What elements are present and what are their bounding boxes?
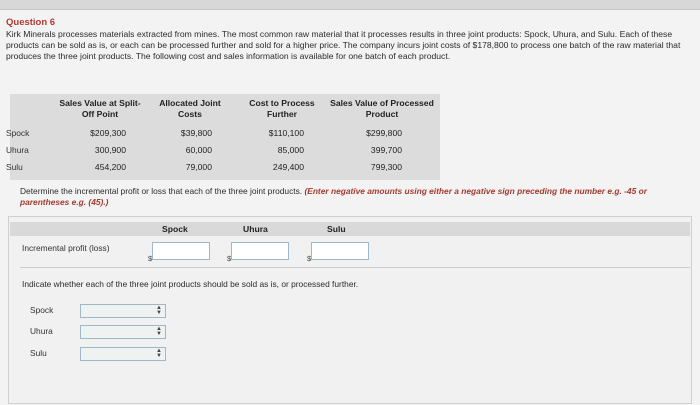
answer-col-sulu: Sulu [327, 224, 346, 234]
select-label-spock: Spock [30, 305, 54, 315]
cell-uhura-processed: 399,700 [370, 145, 402, 155]
row-label-uhura: Uhura [6, 145, 29, 155]
cell-uhura-joint: 60,000 [185, 145, 212, 155]
incremental-sulu-input[interactable] [311, 242, 369, 260]
cell-uhura-split-off: 300,900 [94, 145, 126, 155]
chevron-updown-icon: ▲ ▼ [156, 326, 162, 337]
header-processed-value: Sales Value of Processed Product [330, 98, 434, 119]
header-cost-further: Cost to Process Further [249, 98, 315, 119]
cell-sulu-processed: 799,300 [370, 162, 402, 172]
header-joint-costs: Allocated Joint Costs [159, 98, 221, 119]
cell-uhura-further: 85,000 [277, 145, 304, 155]
answer-divider [20, 267, 690, 268]
instructions [20, 186, 696, 208]
incremental-profit-label: Incremental profit (loss) [22, 243, 110, 253]
incremental-uhura-input[interactable] [231, 242, 289, 260]
cell-sulu-further: 249,400 [272, 162, 304, 172]
instructions-emphasis: (Enter negative amounts using either a negative sign preceding the number e.g. -45 or parentheses e.g. (45).) [20, 186, 647, 207]
decision-select-sulu[interactable] [80, 347, 166, 361]
cell-sulu-split-off: 454,200 [94, 162, 126, 172]
select-label-uhura: Uhura [30, 326, 53, 336]
select-label-sulu: Sulu [30, 348, 47, 358]
cell-spock-processed: $299,800 [366, 128, 402, 138]
indicate-instructions: Indicate whether each of the three joint products should be sold as is, or processed further. [22, 279, 359, 289]
answer-col-spock: Spock [162, 224, 188, 234]
decision-select-uhura[interactable] [80, 325, 166, 339]
header-split-off: Sales Value at Split-Off Point [59, 98, 141, 119]
cell-spock-split-off: $209,300 [90, 128, 126, 138]
cell-sulu-joint: 79,000 [185, 162, 212, 172]
answer-header-bar [10, 222, 690, 236]
row-label-sulu: Sulu [6, 162, 23, 172]
currency-symbol-uhura: $ [227, 254, 232, 263]
top-bar [0, 0, 700, 10]
question-title: Question 6 [6, 17, 56, 28]
answer-col-uhura: Uhura [243, 224, 268, 234]
question-text: Kirk Minerals processes materials extracted from mines. The most common raw material that it processes results in three joint products: Spock, Uhura, and Sulu. Each of these products can be sold as is, or each can be processed further and sold for a higher price. The company incurs joint costs of $178,800 to process one batch of the raw material that produces the three joint products. The following cost and sales information is available for one batch of each product. [6, 29, 681, 61]
row-label-spock: Spock [6, 128, 30, 138]
incremental-spock-input[interactable] [152, 242, 210, 260]
cell-spock-further: $110,100 [268, 128, 304, 138]
chevron-updown-icon: ▲ ▼ [156, 305, 162, 316]
decision-select-spock[interactable] [80, 304, 166, 318]
chevron-updown-icon: ▲ ▼ [156, 348, 162, 359]
cell-spock-joint: $39,800 [180, 128, 212, 138]
currency-symbol-spock: $ [148, 254, 153, 263]
currency-symbol-sulu: $ [307, 254, 312, 263]
instructions-main: Determine the incremental profit or loss that each of the three joint products. [20, 186, 305, 196]
